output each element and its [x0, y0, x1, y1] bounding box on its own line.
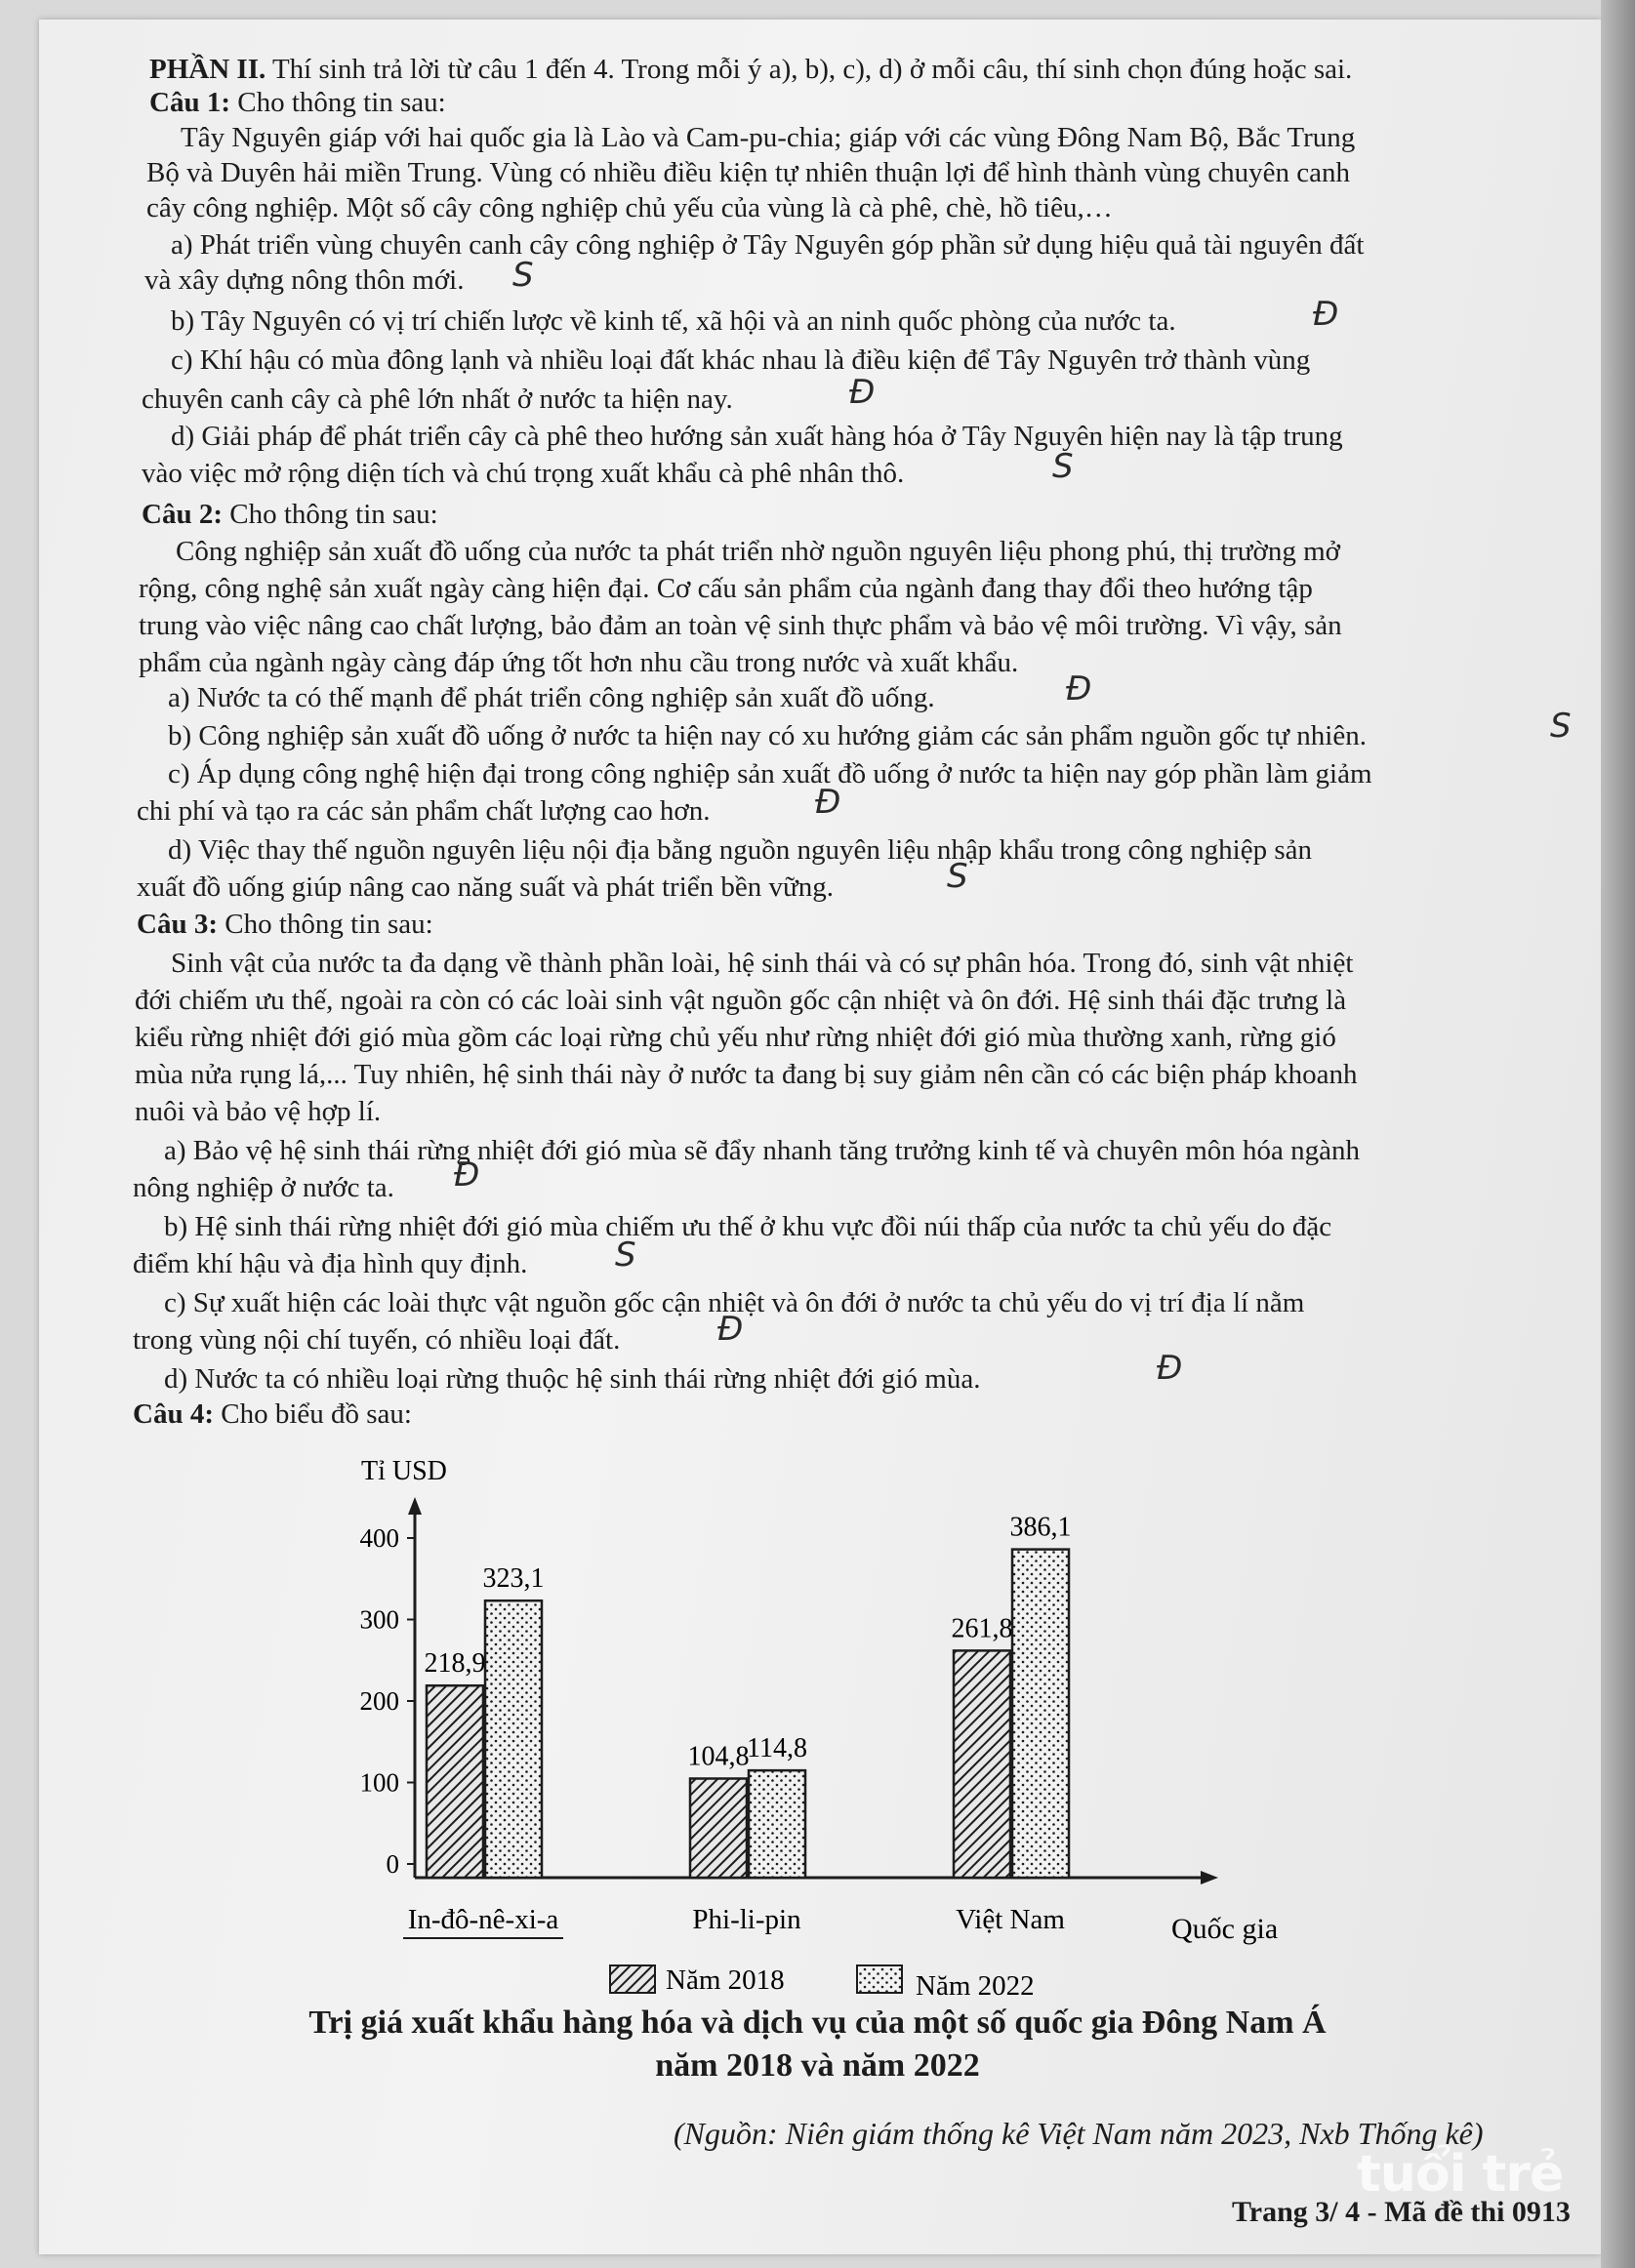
q3b-answer-mark: S — [615, 1235, 636, 1275]
q1a-answer-mark: S — [512, 256, 534, 295]
q1-statement-a-line2: và xây dựng nông thôn mới. — [144, 264, 465, 296]
chart-source: (Nguồn: Niên giám thống kê Việt Nam năm 2023, Nxb Thống kê) — [674, 2116, 1484, 2151]
legend-swatch-2022 — [857, 1965, 902, 1993]
q1-label: Câu 1: — [149, 87, 230, 118]
q2-statement-d-line1: d) Việc thay thế nguồn nguyên liệu nội địa bằng nguồn nguyên liệu nhập khẩu trong công nghiệp sản — [168, 834, 1312, 866]
bar-2018-0 — [427, 1685, 483, 1878]
data-label-2022-1: 114,8 — [747, 1733, 807, 1764]
q3-statement-c-line2: trong vùng nội chí tuyến, có nhiều loại đất. — [133, 1324, 621, 1356]
q3-statement-c-line1: c) Sự xuất hiện các loài thực vật nguồn gốc cận nhiệt và ôn đới ở nước ta chủ yếu do vị trí địa lí nằm — [164, 1287, 1305, 1318]
legend-label-2022: Năm 2022 — [916, 1970, 1035, 2002]
legend-label-2018: Năm 2018 — [666, 1964, 785, 1996]
q1-statement-d-line1: d) Giải pháp để phát triển cây cà phê theo hướng sản xuất hàng hóa ở Tây Nguyên hiện nay là tập trung — [171, 421, 1343, 452]
y-tick-label-300: 300 — [359, 1604, 399, 1635]
part-text: Thí sinh trả lời từ câu 1 đến 4. Trong mỗi ý a), b), c), d) ở mỗi câu, thí sinh chọn đúng hoặc sai. — [266, 54, 1353, 85]
q2-statement-d-line2: xuất đồ uống giúp nâng cao năng suất và phát triển bền vững. — [137, 871, 834, 903]
y-tick-label-0: 0 — [386, 1849, 399, 1879]
q3-intro: Cho thông tin sau: — [217, 909, 433, 940]
q1c-answer-mark: Đ — [849, 373, 876, 412]
q3-label: Câu 3: — [137, 909, 218, 940]
q3-statement-b-line2: điểm khí hậu và địa hình quy định. — [133, 1248, 528, 1279]
q2-para-3: trung vào việc nâng cao chất lượng, bảo đảm an toàn vệ sinh thực phẩm và bảo vệ môi trường. Vì vậy, sản — [139, 610, 1342, 641]
bar-2022-1 — [749, 1770, 805, 1878]
q2c-answer-mark: Đ — [815, 783, 841, 822]
export-chart — [322, 1444, 1347, 2069]
q2-statement-c-line1: c) Áp dụng công nghệ hiện đại trong công nghiệp sản xuất đồ uống ở nước ta hiện nay góp phần làm giảm — [168, 758, 1372, 790]
q3-statement-a-line2: nông nghiệp ở nước ta. — [133, 1172, 394, 1203]
legend-swatch-2018 — [610, 1965, 655, 1993]
q2-para-1: Công nghiệp sản xuất đồ uống của nước ta phát triển nhờ nguồn nguyên liệu phong phú, thị trường mở — [176, 536, 1340, 567]
q1-intro: Cho thông tin sau: — [229, 87, 446, 118]
q1-statement-c-line2: chuyên canh cây cà phê lớn nhất ở nước ta hiện nay. — [142, 384, 733, 415]
q2-intro: Cho thông tin sau: — [222, 499, 438, 530]
category-label-1: Phi-li-pin — [692, 1904, 801, 1935]
q2-statement-c-line2: chi phí và tạo ra các sản phẩm chất lượng cao hơn. — [137, 795, 711, 827]
q3-para-3: kiểu rừng nhiệt đới gió mùa gồm các loại rừng chủ yếu như rừng nhiệt đới gió mùa thường xanh, rừng gió — [135, 1022, 1336, 1053]
q1-statement-a-line1: a) Phát triển vùng chuyên canh cây công nghiệp ở Tây Nguyên góp phần sử dụng hiệu quả tài nguyên đất — [171, 229, 1365, 261]
bar-2018-2 — [954, 1650, 1010, 1878]
q4-label: Câu 4: — [133, 1398, 214, 1430]
chart-subtitle: năm 2018 và năm 2022 — [655, 2047, 980, 2084]
x-axis-label: Quốc gia — [1171, 1913, 1279, 1945]
q3-para-5: nuôi và bảo vệ hợp lí. — [135, 1096, 382, 1127]
page-footer: Trang 3/ 4 - Mã đề thi 0913 — [1232, 2196, 1571, 2228]
y-tick-label-100: 100 — [359, 1767, 399, 1798]
data-label-2022-2: 386,1 — [1009, 1512, 1072, 1543]
q2d-answer-mark: S — [947, 857, 968, 896]
newspaper-watermark: tuổi trẻ — [1357, 2145, 1564, 2204]
q3-statement-d: d) Nước ta có nhiều loại rừng thuộc hệ sinh thái rừng nhiệt đới gió mùa. — [164, 1363, 981, 1395]
bar-2022-0 — [485, 1600, 542, 1878]
q1-statement-d-line2: vào việc mở rộng diện tích và chú trọng xuất khẩu cà phê nhân thô. — [142, 458, 905, 489]
y-tick-label-200: 200 — [359, 1686, 399, 1716]
bar-2018-1 — [690, 1778, 747, 1878]
y-axis-label: Tỉ USD — [361, 1456, 447, 1486]
q1-para-3: cây công nghiệp. Một số cây công nghiệp chủ yếu của vùng là cà phê, chè, hồ tiêu,… — [146, 192, 1113, 223]
q3-statement-a-line1: a) Bảo vệ hệ sinh thái rừng nhiệt đới gió mùa sẽ đẩy nhanh tăng trưởng kinh tế và chuyên môn hóa ngành — [164, 1135, 1361, 1166]
y-axis-arrow — [408, 1497, 422, 1515]
q1-statement-b: b) Tây Nguyên có vị trí chiến lược về kinh tế, xã hội và an ninh quốc phòng của nước ta. — [171, 305, 1176, 337]
data-label-2018-1: 104,8 — [687, 1741, 750, 1772]
data-label-2018-0: 218,9 — [424, 1648, 486, 1680]
q1d-answer-mark: S — [1052, 447, 1074, 486]
data-label-2022-0: 323,1 — [482, 1563, 545, 1595]
q3a-answer-mark: Đ — [454, 1155, 480, 1195]
q2-statement-b: b) Công nghiệp sản xuất đồ uống ở nước ta hiện nay có xu hướng giảm các sản phẩm nguồn gốc tự nhiên. — [168, 720, 1367, 751]
q4-intro: Cho biểu đồ sau: — [213, 1398, 412, 1430]
q1b-answer-mark: Đ — [1313, 295, 1339, 334]
page-edge-shadow — [1601, 0, 1635, 2268]
q3-statement-b-line1: b) Hệ sinh thái rừng nhiệt đới gió mùa chiếm ưu thế ở khu vực đồi núi thấp của nước ta chủ yếu do đặc — [164, 1211, 1332, 1242]
q2-label: Câu 2: — [142, 499, 223, 530]
q1-heading — [149, 86, 446, 119]
q1-statement-c-line1: c) Khí hậu có mùa đông lạnh và nhiều loại đất khác nhau là điều kiện để Tây Nguyên trở thành vùng — [171, 344, 1311, 376]
export-bar-chart — [322, 1444, 1347, 2069]
q1-para-2: Bộ và Duyên hải miền Trung. Vùng có nhiều điều kiện tự nhiên thuận lợi để hình thành vùng chuyên canh — [146, 157, 1351, 188]
part-title: PHẦN II. — [149, 54, 266, 85]
q1-para-1: Tây Nguyên giáp với hai quốc gia là Lào và Cam-pu-chia; giáp với các vùng Đông Nam Bộ, Bắc Trung — [181, 122, 1356, 153]
q2-para-2: rộng, công nghệ sản xuất ngày càng hiện đại. Cơ cấu sản phẩm của ngành đang thay đổi theo hướng tập — [139, 573, 1313, 604]
chart-title: Trị giá xuất khẩu hàng hóa và dịch vụ của một số quốc gia Đông Nam Á — [308, 2005, 1327, 2041]
q3-para-2: đới chiếm ưu thế, ngoài ra còn có các loài sinh vật nguồn gốc cận nhiệt và ôn đới. Hệ sinh thái đặc trưng là — [135, 985, 1347, 1016]
y-tick-label-400: 400 — [359, 1523, 399, 1553]
q2a-answer-mark: Đ — [1066, 669, 1092, 709]
q3-para-1: Sinh vật của nước ta đa dạng về thành phần loài, hệ sinh thái và có sự phân hóa. Trong đó, sinh vật nhiệt — [171, 948, 1354, 979]
data-label-2018-2: 261,8 — [951, 1613, 1013, 1644]
q3-para-4: mùa nửa rụng lá,... Tuy nhiên, hệ sinh thái này ở nước ta đang bị suy giảm nên cần có các biện pháp khoanh — [135, 1059, 1358, 1090]
q2-statement-a: a) Nước ta có thế mạnh để phát triển công nghiệp sản xuất đồ uống. — [168, 682, 935, 713]
x-axis-arrow — [1201, 1871, 1218, 1884]
category-label-0: In-đô-nê-xi-a — [407, 1904, 559, 1935]
q2-heading — [142, 498, 438, 531]
part-heading — [149, 53, 1352, 86]
q4-heading — [133, 1397, 412, 1431]
q2b-answer-mark: S — [1550, 707, 1572, 746]
q3-heading — [137, 908, 433, 941]
category-label-2: Việt Nam — [956, 1904, 1065, 1935]
q3c-answer-mark: Đ — [717, 1310, 744, 1349]
q2-para-4: phẩm của ngành ngày càng đáp ứng tốt hơn nhu cầu trong nước và xuất khẩu. — [139, 647, 1019, 678]
q3d-answer-mark: Đ — [1157, 1349, 1183, 1388]
bar-2022-2 — [1012, 1550, 1069, 1878]
